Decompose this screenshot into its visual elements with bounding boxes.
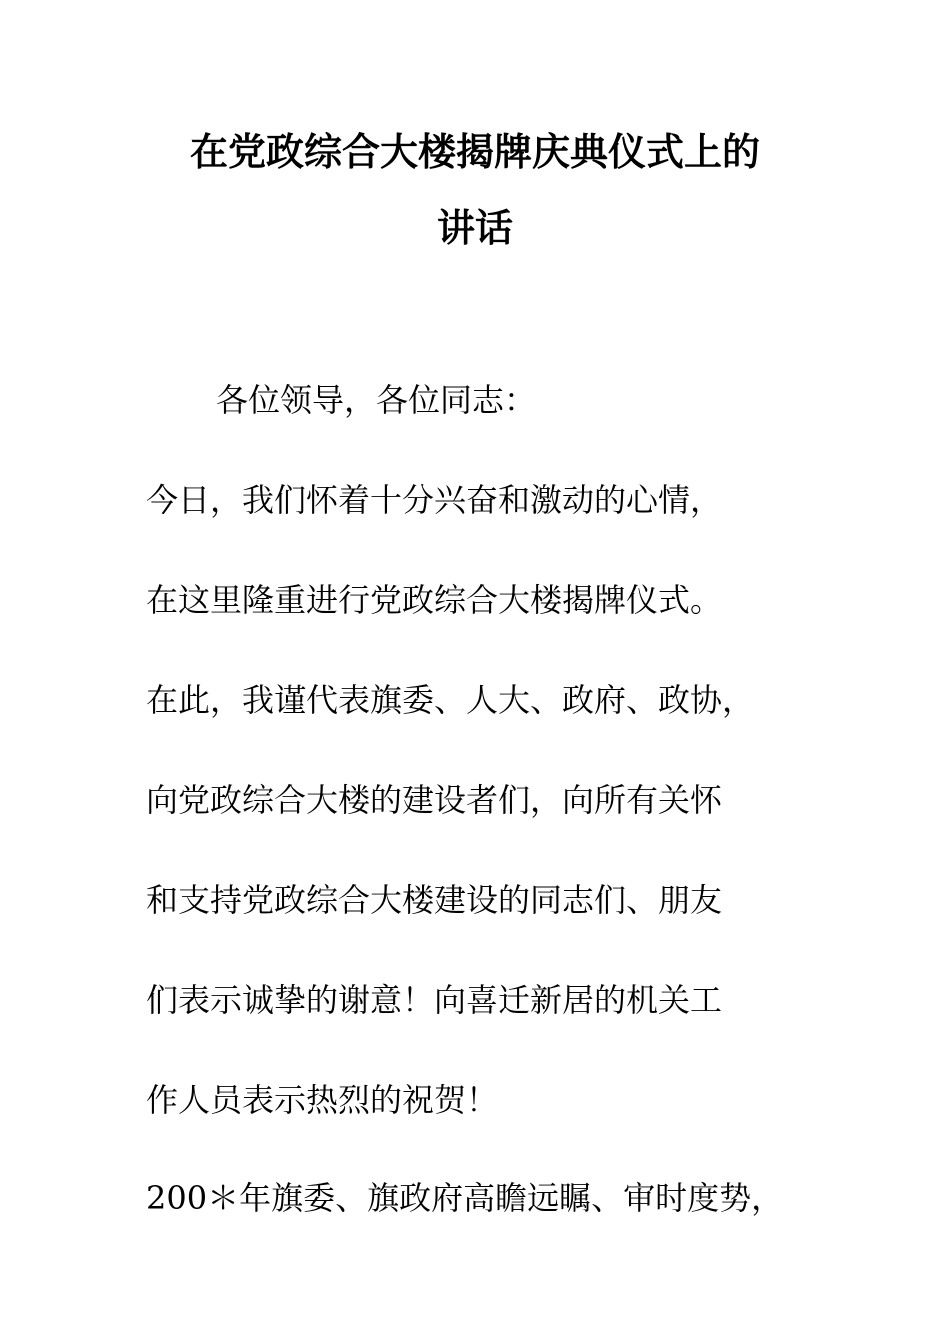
body-line-2: 在这里隆重进行党政综合大楼揭牌仪式。 [146, 581, 723, 619]
body-line-8: 200＊年旗委、旗政府高瞻远瞩、审时度势， [146, 1179, 784, 1217]
salutation: 各位领导，各位同志： [216, 381, 537, 419]
body-line-3: 在此，我谨代表旗委、人大、政府、政协， [146, 681, 755, 719]
document-title-line-2: 讲话 [436, 205, 513, 250]
document-title-line-1: 在党政综合大楼揭牌庆典仪式上的 [189, 129, 760, 174]
body-line-5: 和支持党政综合大楼建设的同志们、朋友 [146, 881, 723, 919]
body-line-7: 作人员表示热烈的祝贺！ [146, 1081, 499, 1119]
body-line-6: 们表示诚挚的谢意！向喜迁新居的机关工 [146, 981, 723, 1019]
body-line-1: 今日，我们怀着十分兴奋和激动的心情， [146, 481, 723, 519]
body-line-4: 向党政综合大楼的建设者们，向所有关怀 [146, 781, 723, 819]
